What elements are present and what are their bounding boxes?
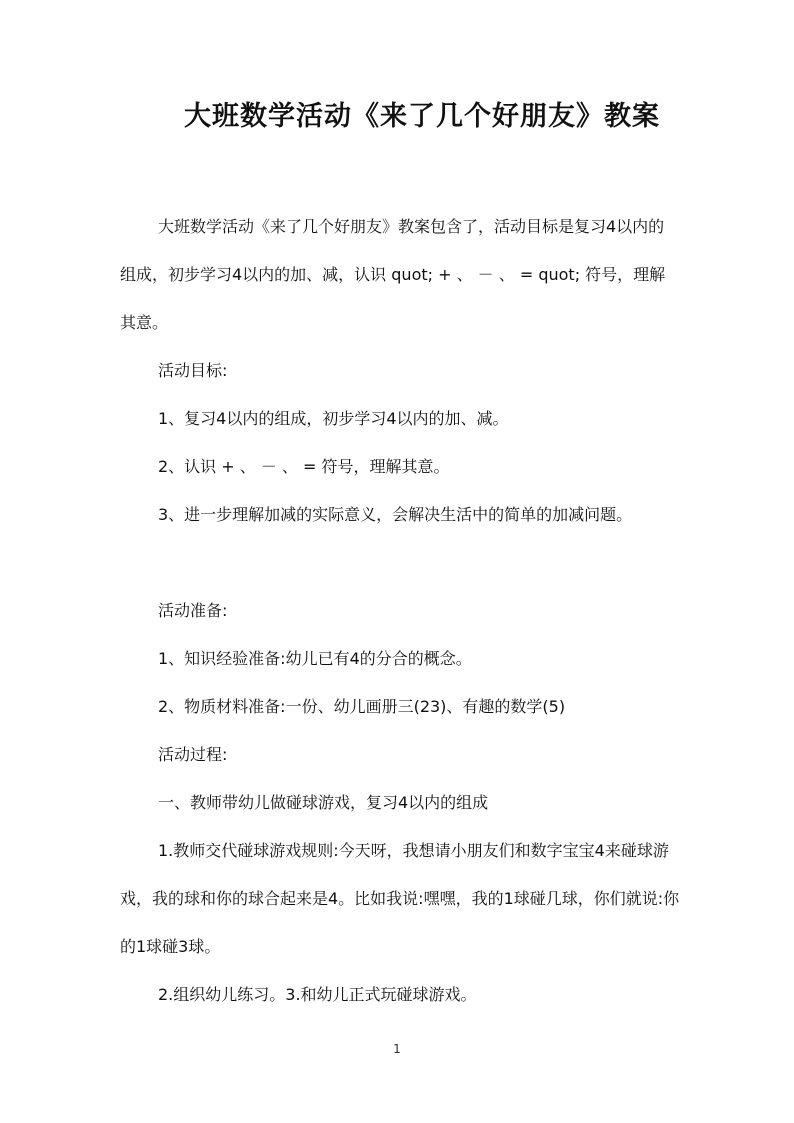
page-number: 1 [393,1042,401,1056]
goal-item-3: 3、进一步理解加减的实际意义，会解决生活中的简单的加减问题。 [158,505,633,524]
goals-heading: 活动目标: [158,361,228,380]
goal-item-1: 1、复习4以内的组成，初步学习4以内的加、减。 [158,409,509,428]
prep-item-1: 1、知识经验准备:幼儿已有4的分合的概念。 [158,649,472,668]
prep-item-2: 2、物质材料准备:一份、幼儿画册三(23)、有趣的数学(5) [158,697,566,716]
intro-paragraph: 大班数学活动《来了几个好朋友》教案包含了，活动目标是复习4以内的组成，初步学习4以内的加、减，认识 quot; + 、 － 、 = quot; 符号，理解其意。 [120,217,666,332]
process-step-1-1: 1.教师交代碰球游戏规则:今天呀，我想请小朋友们和数字宝宝4来碰球游戏，我的球和你的球合起来是4。比如我说:嘿嘿，我的1球碰几球，你们就说:你的1球碰3球。 [120,841,680,956]
process-step-1-2: 2.组织幼儿练习。3.和幼儿正式玩碰球游戏。 [158,985,477,1004]
page-title: 大班数学活动《来了几个好朋友》教案 [184,101,660,132]
goal-item-2: 2、认识 + 、 － 、 = 符号，理解其意。 [158,457,450,476]
prep-heading: 活动准备: [158,601,228,620]
process-heading: 活动过程: [158,745,228,764]
process-step-1: 一、教师带幼儿做碰球游戏，复习4以内的组成 [158,793,489,812]
